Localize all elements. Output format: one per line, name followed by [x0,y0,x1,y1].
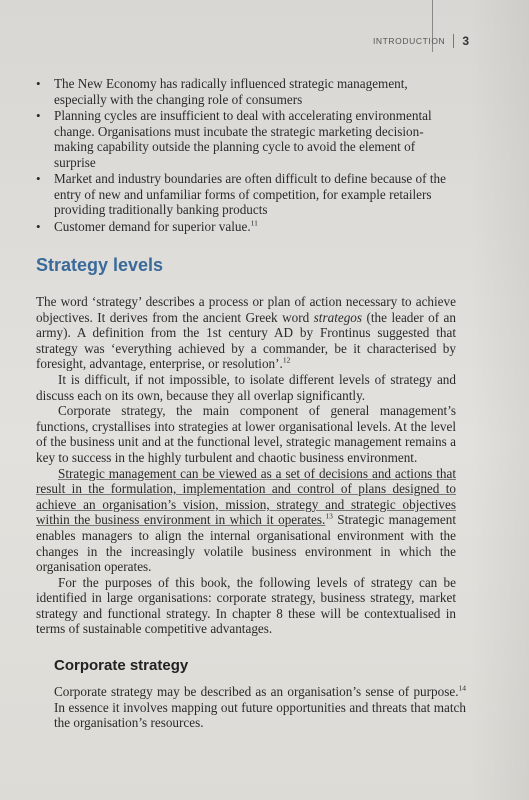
footnote-ref: 12 [282,355,291,365]
section-heading: Strategy levels [36,255,164,275]
page-number: 3 [462,34,469,48]
header-rule [453,34,454,48]
paragraph-4 [36,466,456,575]
paragraph-3 [36,403,456,465]
paragraph-text: (the leader of an army). A definition from the 1st century AD by Frontinus suggested that strategy was ‘everything achieved by a commander, be it characterised by foresight, advantage, enterprise, or resolution’. [36,309,456,372]
running-header [373,34,469,48]
bullet-text: Planning cycles are insufficient to deal with accelerating environmental change. Organisations must incubate the strategic marketing decision-making capability outside the planning cycle to avoid the element of surprise [54,108,432,170]
sub-heading: Corporate strategy [54,657,189,674]
paragraph-text: For the purposes of this book, the following levels of strategy can be identified in large organisations: corporate strategy, business strategy, market strategy and functional strategy. In chapter 8 these will be contextualised in terms of sustainable competitive advantages. [36,574,456,637]
paragraph-text: The word ‘strategy’ describes a process or plan of action necessary to achieve objectives. It derives from the ancient Greek word [36,294,456,325]
paragraph-text: Corporate strategy may be described as an organisation’s sense of purpose. [54,684,459,699]
bullet-list [36,76,456,235]
paragraph-5 [36,575,456,637]
list-item [36,108,456,170]
paragraph-1 [36,294,456,372]
closing-paragraph [54,684,466,731]
paragraph-text: It is difficult, if not impossible, to isolate different levels of strategy and discuss each on its own, because they all overlap significantly. [36,371,456,403]
underlined-text: Strategic management can be viewed as a set of decisions and actions that result in the formulation, implementation and control of plans designed to achieve an organisation’s vision, mission, strategy and strategic objectives within the business environment in which it operates. [36,465,456,528]
bullet-icon: • [36,76,41,91]
bullet-icon: • [36,171,41,186]
list-item [36,219,456,235]
footnote-ref: 11 [250,218,258,228]
page-shadow [469,0,529,800]
greek-word: strategos [313,309,363,325]
footnote-ref: 13 [325,511,333,521]
bullet-text: Market and industry boundaries are often difficult to define because of the entry of new and unfamiliar forms of competition, for example retailers providing traditionally banking products [54,171,446,217]
bullet-text: The New Economy has radically influenced strategic management, especially with the changing role of consumers [54,76,408,107]
body-text [36,294,456,637]
bullet-text: Customer demand for superior value. [54,218,251,234]
paragraph-text: In essence it involves mapping out future opportunities and threats that match the organisation’s resources. [54,699,466,731]
bullet-icon: • [36,218,41,234]
bullet-icon: • [36,108,41,123]
list-item [36,171,456,218]
paragraph-text: Corporate strategy, the main component of general management’s functions, crystallises into strategies at lower organisational levels. At the level of the business unit and at the functional level, strategic management remains a key to success in the highly turbulent and chaotic business environment. [36,403,456,465]
paragraph-2 [36,372,456,403]
running-header-section: INTRODUCTION [372,36,446,46]
paragraph-text: Strategic management enables managers to align the internal organisational environment with the changes in the increasingly volatile business environment in which the organisation operates. [36,512,456,575]
list-item [36,76,456,107]
footnote-ref: 14 [458,683,466,693]
